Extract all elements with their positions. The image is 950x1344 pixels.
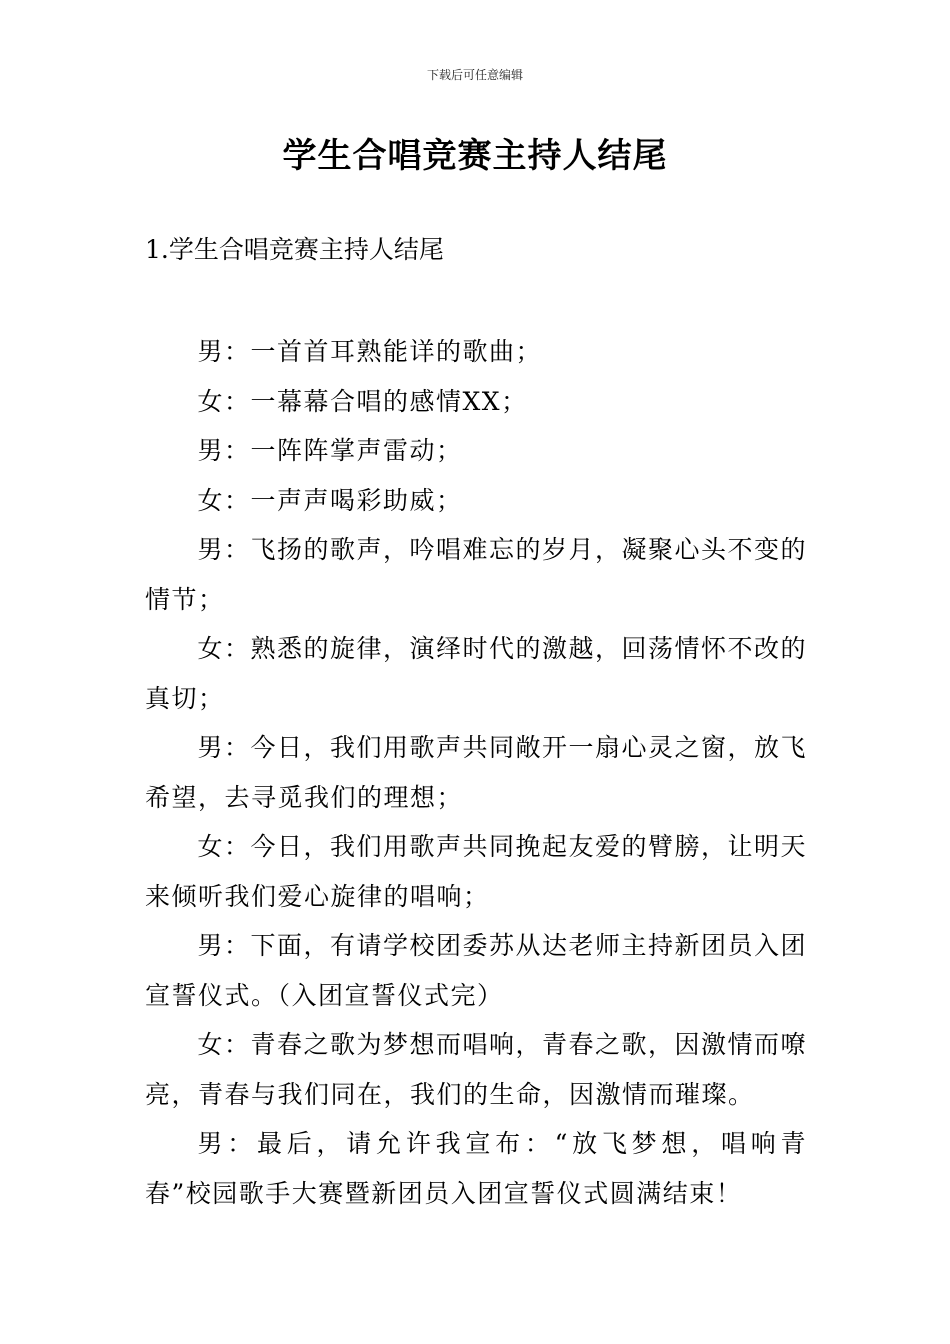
paragraph: 男：下面，有请学校团委苏从达老师主持新团员入团宣誓仪式。（入团宣誓仪式完） [145,931,808,1010]
paragraph: 男：一阵阵掌声雷动； [197,436,463,465]
paragraph: 男：一首首耳熟能详的歌曲； [197,337,543,366]
paragraph: 女：青春之歌为梦想而唱响，青春之歌，因激情而嘹亮，青春与我们同在，我们的生命，因激情而璀璨。 [145,1030,808,1109]
paragraph: 女：一声声喝彩助威； [197,485,463,515]
page-title: 学生合唱竞赛主持人结尾 [282,136,668,176]
paragraph: 女：今日，我们用歌声共同挽起友爱的臂膀，让明天来倾听我们爱心旋律的唱响； [145,832,808,911]
header-note: 下载后可任意编辑 [426,68,523,82]
section-heading: 1.学生合唱竞赛主持人结尾 [145,235,444,264]
paragraph: 女：熟悉的旋律，演绎时代的激越，回荡情怀不改的真切； [145,634,808,713]
paragraph: 女：一幕幕合唱的感情XX； [197,386,528,416]
document-body [145,327,807,1218]
paragraph: 男：飞扬的歌声，吟唱难忘的岁月，凝聚心头不变的情节； [145,535,808,614]
paragraph: 男：最后，请允许我宣布：“放飞梦想，唱响青春”校园歌手大赛暨新团员入团宣誓仪式圆满结束！ [145,1129,807,1208]
paragraph: 男：今日，我们用歌声共同敞开一扇心灵之窗，放飞希望，去寻觅我们的理想； [145,733,808,812]
